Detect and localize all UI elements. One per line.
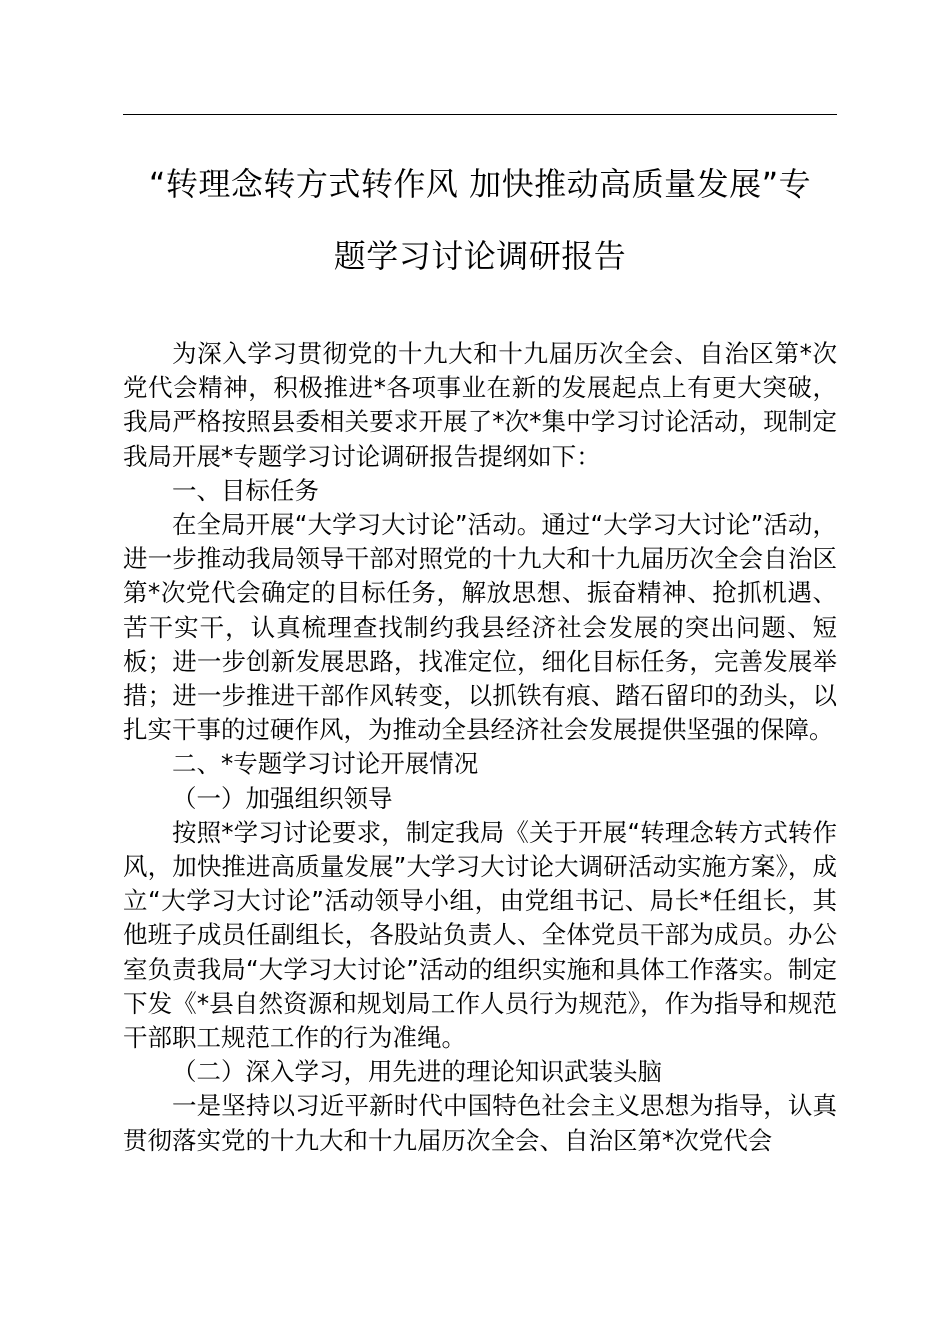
title-line-1: “转理念转方式转作风 加快推动高质量发展”专 (148, 165, 812, 203)
subsection-heading-1: （一）加强组织领导 (172, 783, 393, 813)
goal-paragraph: 在全局开展“大学习大讨论”活动。通过“大学习大讨论”活动，进一步推动我局领导干部对照党的十九大和十九届历次全会自治区第*次党代会确定的目标任务，解放思想、振奋精神、抢抓机遇、苦干实干，认真梳理查找制约我县经济社会发展的突出问题、短板；进一步创新发展思路，找准定位，细化目标任务，完善发展举措；进一步推进干部作风转变，以抓铁有痕、踏石留印的劲头，以扎实干事的过硬作风，为推动全县经济社会发展提供坚强的保障。 (123, 510, 837, 745)
subsection-heading-2: （二）深入学习，用先进的理论知识武装头脑 (172, 1057, 662, 1087)
study-paragraph: 一是坚持以习近平新时代中国特色社会主义思想为指导，认真贯彻落实党的十九大和十九届历次全会、自治区第*次党代会 (123, 1091, 837, 1155)
document-title (118, 148, 842, 292)
section-heading-1: 一、目标任务 (172, 475, 319, 505)
intro-paragraph: 为深入学习贯彻党的十九大和十九届历次全会、自治区第*次党代会精神，积极推进*各项事业在新的发展起点上有更大突破，我局严格按照县委相关要求开展了*次*集中学习讨论活动，现制定我局开展*专题学习讨论调研报告提纲如下： (123, 339, 837, 471)
document-body (123, 337, 837, 1158)
title-line-2: 题学习讨论调研报告 (333, 237, 627, 275)
organization-paragraph: 按照*学习讨论要求，制定我局《关于开展“转理念转方式转作风，加快推进高质量发展”大学习大讨论大调研活动实施方案》，成立“大学习大讨论”活动领导小组，由党组书记、局长*任组长，其他班子成员任副组长，各股站负责人、全体党员干部为成员。办公室负责我局“大学习大讨论”活动的组织实施和具体工作落实。制定下发《*县自然资源和规划局工作人员行为规范》，作为指导和规范干部职工规范工作的行为准绳。 (123, 817, 837, 1053)
header-rule (123, 114, 837, 115)
section-heading-2: 二、*专题学习讨论开展情况 (172, 749, 479, 779)
